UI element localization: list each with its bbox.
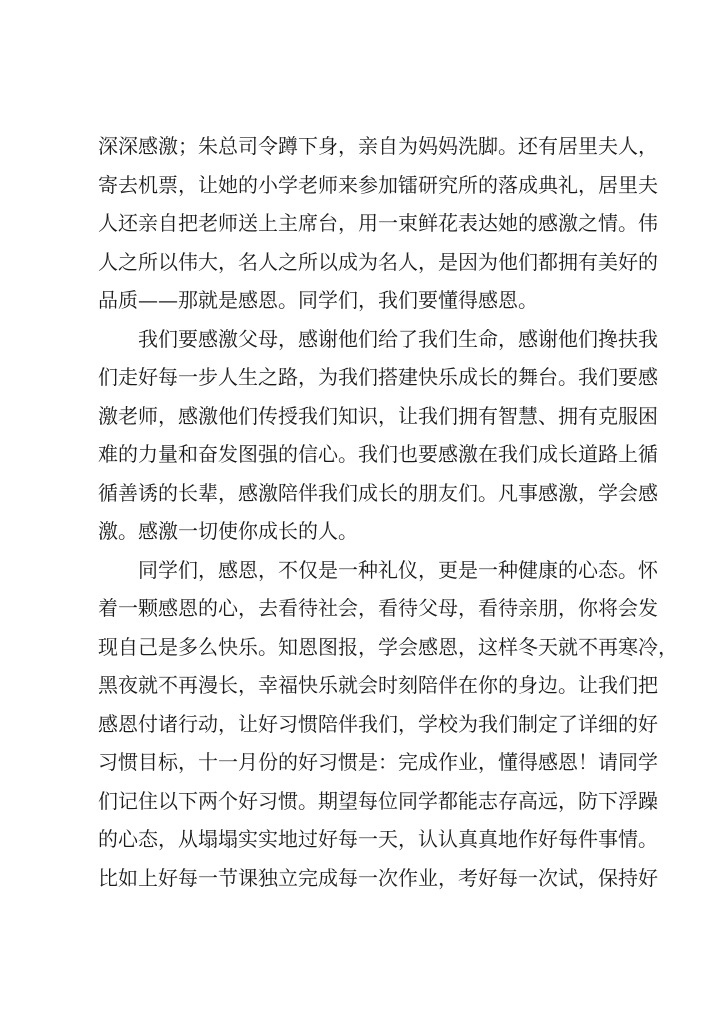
text-line: 着一颗感恩的心，去看待社会，看待父母，看待亲朋，你将会发 [98,596,658,620]
text-line: 习惯目标，十一月份的好习惯是：完成作业，懂得感恩！请同学 [98,750,658,774]
text-line: 深深感激；朱总司令蹲下身，亲自为妈妈洗脚。还有居里夫人， [98,134,658,158]
text-line: 同学们，感恩，不仅是一种礼仪，更是一种健康的心态。怀 [138,557,658,582]
text-line: 比如上好每一节课独立完成每一次作业，考好每一次试，保持好 [98,865,658,890]
text-line: 现自己是多么快乐。知恩图报，学会感恩，这样冬天就不再寒冷， [98,634,678,659]
text-line: 们记住以下两个好习惯。期望每位同学都能志存高远，防下浮躁 [98,788,658,813]
document-body [98,127,678,897]
text-line: 难的力量和奋发图强的信心。我们也要感激在我们成长道路上循 [98,442,658,466]
text-line: 们走好每一步人生之路，为我们搭建快乐成长的舞台。我们要感 [98,365,658,389]
text-line: 感恩付诸行动，让好习惯陪伴我们，学校为我们制定了详细的好 [98,711,658,736]
paragraph [98,127,658,320]
text-line: 品质——那就是感恩。同学们，我们要懂得感恩。 [98,288,538,312]
paragraph [98,551,678,898]
text-line: 激老师，感激他们传授我们知识，让我们拥有智慧、拥有克服困 [98,403,658,428]
text-line: 我们要感激父母，感谢他们给了我们生命，感谢他们搀扶我 [138,326,658,351]
text-line: 寄去机票，让她的小学老师来参加镭研究所的落成典礼，居里夫 [98,172,658,197]
text-line: 黑夜就不再漫长，幸福快乐就会时刻陪伴在你的身边。让我们把 [98,673,658,697]
text-line: 的心态，从塌塌实实地过好每一天，认认真真地作好每件事情。 [98,827,658,851]
text-line: 人之所以伟大，名人之所以成为名人，是因为他们都拥有美好的 [98,249,658,274]
text-line: 人还亲自把老师送上主席台，用一束鲜花表达她的感激之情。伟 [98,211,658,235]
paragraph [98,320,658,551]
text-line: 循善诱的长辈，感激陪伴我们成长的朋友们。凡事感激，学会感 [98,480,658,505]
text-line: 激。感激一切使你成长的人。 [98,519,358,543]
